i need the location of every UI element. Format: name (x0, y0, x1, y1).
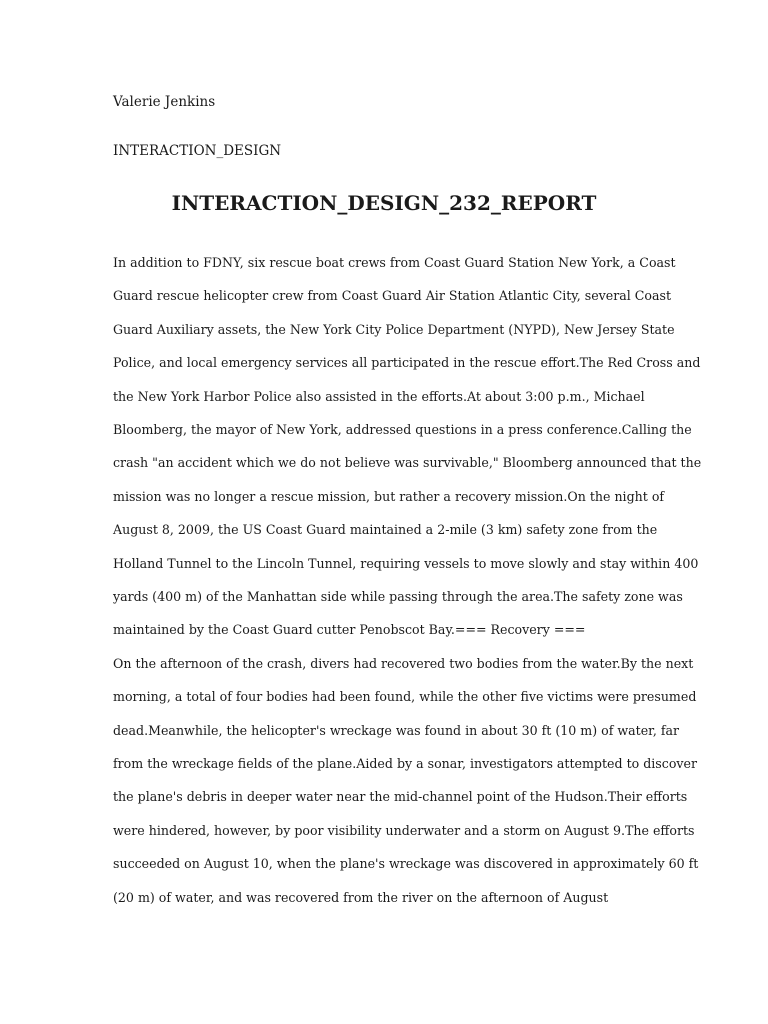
body-line: Police, and local emergency services all participated in the rescue effort.The Red Cross and (113, 355, 701, 371)
body-line: dead.Meanwhile, the helicopter's wreckage was found in about 30 ft (10 m) of water, far (113, 722, 680, 738)
document-title: INTERACTION_DESIGN_232_REPORT (171, 191, 597, 215)
body-line: Holland Tunnel to the Lincoln Tunnel, requiring vessels to move slowly and stay within 400 (113, 555, 699, 571)
body-line: morning, a total of four bodies had been found, while the other five victims were presumed (113, 689, 697, 705)
body-line: In addition to FDNY, six rescue boat crews from Coast Guard Station New York, a Coast (113, 255, 676, 270)
body-line: Guard Auxiliary assets, the New York City Police Department (NYPD), New Jersey State (113, 321, 675, 337)
body-line: Guard rescue helicopter crew from Coast Guard Air Station Atlantic City, several Coast (113, 288, 672, 304)
body-line: were hindered, however, by poor visibility underwater and a storm on August 9.The efforts (113, 822, 695, 838)
body-line: mission was no longer a rescue mission, but rather a recovery mission.On the night of (113, 488, 665, 504)
body-line: succeeded on August 10, when the plane's wreckage was discovered in approximately 60 ft (113, 856, 699, 872)
body-line: from the wreckage fields of the plane.Aided by a sonar, investigators attempted to discover (113, 756, 697, 771)
author-name: Valerie Jenkins (113, 94, 216, 110)
body-line: crash "an accident which we do not believe was survivable," Bloomberg announced that the (113, 455, 702, 471)
body-line: the plane's debris in deeper water near the mid-channel point of the Hudson.Their efforts (113, 789, 688, 805)
body-line: On the afternoon of the crash, divers had recovered two bodies from the water.By the next (113, 655, 694, 671)
body-line: August 8, 2009, the US Coast Guard maintained a 2-mile (3 km) safety zone from the (113, 522, 658, 538)
body-line: yards (400 m) of the Manhattan side while passing through the area.The safety zone was (113, 589, 683, 604)
body-line: (20 m) of water, and was recovered from the river on the afternoon of August (113, 889, 609, 905)
body-line: maintained by the Coast Guard cutter Penobscot Bay.=== Recovery === (113, 622, 586, 638)
body-line: Bloomberg, the mayor of New York, addressed questions in a press conference.Calling the (113, 422, 692, 437)
body-line: the New York Harbor Police also assisted in the efforts.At about 3:00 p.m., Michael (113, 388, 645, 404)
course-name: INTERACTION_DESIGN (113, 143, 282, 159)
